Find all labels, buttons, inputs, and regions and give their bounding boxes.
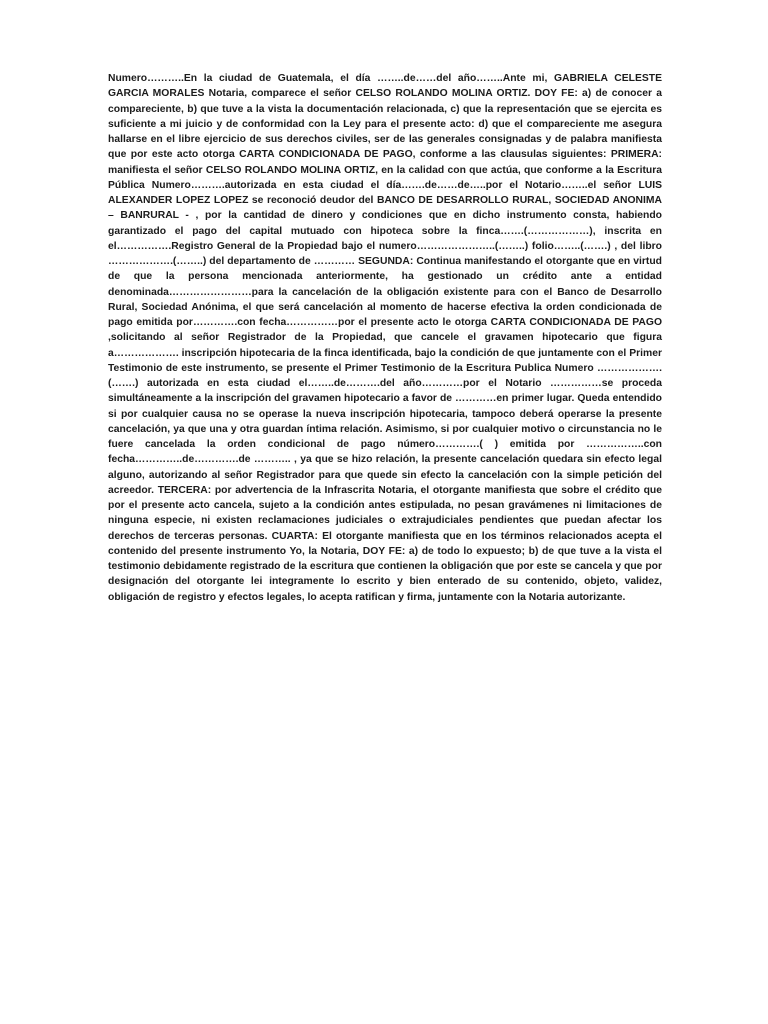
document-body-text: Numero………..En la ciudad de Guatemala, el día ……..de……del año……..Ante mi, GABRIELA CELESTE GARCIA MORALES Notaria, comparece el señor CELSO ROLANDO MOLINA ORTIZ. DOY FE: a) de conocer a compareciente, b) que tuve a la vista la documentación relacionada, c) que la representación que se ejercita es suficiente a mi juicio y de conformidad con la Ley para el presente acto: d) que el compareciente me asegura hallarse en el libre ejercicio de sus derechos civiles, ser de las generales consignadas y de palabra manifiesta que por este acto otorga CARTA CONDICIONADA DE PAGO, conforme a las clausulas siguientes: PRIMERA: manifiesta el señor CELSO ROLANDO MOLINA ORTIZ, en la calidad con que actúa, que conforme a la Escritura Pública Numero……….autorizada en esta ciudad el día…….de……de…..por el Notario……..el señor LUIS ALEXANDER LOPEZ LOPEZ se reconoció deudor del BANCO DE DESARROLLO RURAL, SOCIEDAD ANONIMA – BANRURAL - , por la cantidad de dinero y condiciones que en dicho instrumento consta, habiendo garantizado el pago del capital mutuado con hipoteca sobre la finca…….(………………), inscrita en el…………….Registro General de la Propiedad bajo el numero…………………..(……..) folio……..(…….) , del libro ……………….(……..) del departamento de ………… SEGUNDA: Continua manifestando el otorgante que en virtud de que la persona mencionada anteriormente, ha gestionado un crédito ante a entidad denominada……………………para la cancelación de la obligación existente para con el Banco de Desarrollo Rural, Sociedad Anónima, el que será cancelación al momento de hacerse efectiva la orden condicionada de pago emitida por………….con fecha……………por el presente acto le otorga CARTA CONDICIONADA DE PAGO ,solicitando al señor Registrador de la Propiedad, que cancele el gravamen hipotecario que figura a………………. inscripción hipotecaria de la finca identificada, bajo la condición de que juntamente con el Primer Testimonio de este instrumento, se presente el Primer Testimonio de la Escritura Publica Numero ……………….(…….) autorizada en esta ciudad el……..de……….del año…………por el Notario ……………se proceda simultáneamente a la inscripción del gravamen hipotecario a favor de …………en primer lugar. Queda entendido si por cualquier causa no se operase la nueva inscripción hipotecaria, tampoco deberá operarse la presente cancelación, ya que una y otra guardan íntima relación. Asimismo, si por cualquier motivo o circunstancia no le fuere cancelada la orden condicional de pago número………….( ) emitida por ……………..con fecha…………..de………….de ……….. , ya que se hizo relación, la presente cancelación quedara sin efecto legal alguno, autorizando al señor Registrador para que quede sin efecto la cancelación con la simple petición del acreedor. TERCERA: por advertencia de la Infrascrita Notaria, el otorgante manifiesta que sobre el crédito que por el presente acto cancela, sujeto a la condición antes estipulada, no pesan gravámenes ni limitaciones de ninguna especie, ni existen reclamaciones judiciales o extrajudiciales pendientes que puedan afectar los derechos de terceras personas. CUARTA: El otorgante manifiesta que en los términos relacionados acepta el contenido del presente instrumento Yo, la Notaria, DOY FE: a) de todo lo expuesto; b) de que tuve a la vista el testimonio debidamente registrado de la escritura que contienen la obligación que por este se cancela y que por designación del otorgante lei integramente lo escrito y bien enterado de su contenido, objeto, validez, obligación de registro y efectos legales, lo acepta ratifican y firma, juntamente con la Notaria autorizante. [108,73,662,603]
